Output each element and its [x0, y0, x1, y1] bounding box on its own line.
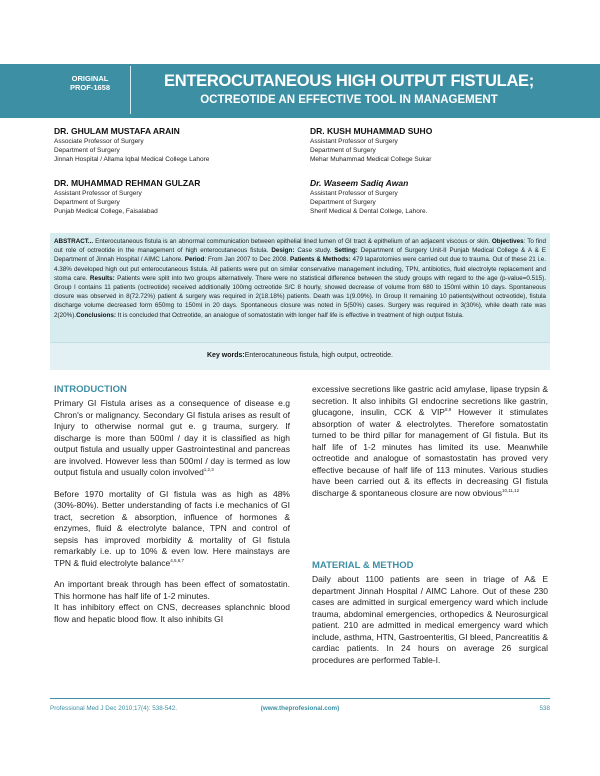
author-title: Assistant Professor of Surgery	[54, 190, 142, 197]
author-name: DR. GHULAM MUSTAFA ARAIN	[54, 126, 180, 136]
paragraph-text: excessive secretions like gastric acid amylase, lipase trypsin & secretion. It also inhibits GI endocrine secretions like gastrin, glucagone, insulin, CCK & VIP	[312, 384, 548, 417]
author-institution: Jinnah Hospital / Allama Iqbal Medical College Lahore	[54, 156, 210, 163]
author-name: Dr. Waseem Sadiq Awan	[310, 178, 409, 188]
paragraph-text: Primary GI Fistula arises as a consequence of disease e.g Chron's or malignancy. Secondary GI fistula arises as result of Injury to otherwise normal gut e. g trauma, surgery. If discharge is more than 500ml / day it is classified as high output fistula and usually upper Gastrointestinal and pancreas are involved. However less than 500ml / day is termed as low output fistula and usually colon involved	[54, 398, 290, 477]
paragraph: Daily about 1100 patients are seen in triage of A& E department Jinnah Hospital / AIMC Lahore. Out of these 230 cases are admitted in surgical emergency ward which include trauma, abdominal emergencies, orthopedics & Neurosurgical patient. 210 are admitted in medical emergency ward which include, asthma, HTN, Gastroenteritis, GI bleed, Pancreatitis & cardiac patients. In 24 hours on average 26 surgical procedures are performed Table-I.	[312, 574, 548, 665]
author-institution: Punjab Medical College, Faisalabad	[54, 208, 158, 215]
author-institution: Sherif Medical & Dental College, Lahore.	[310, 208, 428, 215]
patients-methods-label: Patients & Methods:	[290, 256, 351, 264]
keywords-text: Enterocatuneous fistula, high output, octreotide.	[244, 352, 393, 359]
paragraph-text: However it stimulates absorption of water & electrolytes. Therefore somatostatin turned to be third pillar for management of GI fistula. But its half life of 1-2 minutes has limited its use. Meanwhile octreotide and analogue of somastostatin has proved very effective because of half life of 113 minutes. Various studies have been carried out & its effects in decreasing GI fistula discharge & spontaneous closure are now obvious	[312, 407, 549, 498]
author-name: DR. KUSH MUHAMMAD SUHO	[310, 126, 433, 136]
patients-methods-text: 479 laparotomies were carried out due to trauma. Out of these 21 i.e. 4.38% developed high out put enterocutaneous fistula. All patients were put on similar conservative management including, TPN, antibiotics, fluid electrolyte replacement and stoma care.	[54, 256, 546, 282]
author-block-4	[310, 178, 550, 216]
paragraph	[54, 398, 290, 479]
paragraph: It has inhibitory effect on CNS, decreases splanchnic blood flow and hepatic blood flow. It also inhibits GI	[54, 602, 290, 624]
footer-rule	[50, 698, 550, 699]
design-text: Case study.	[294, 247, 335, 255]
top-margin	[0, 0, 600, 50]
abstract	[54, 237, 546, 320]
left-column	[54, 398, 290, 625]
article-subtitle: OCTREOTIDE AN EFFECTIVE TOOL IN MANAGEMENT	[200, 94, 498, 106]
article-type: ORIGINAL	[71, 74, 109, 83]
introduction-heading: INTRODUCTION	[54, 384, 127, 395]
article-type-tag	[54, 74, 126, 92]
right-column-methods	[312, 574, 548, 666]
page-number: 538	[539, 705, 550, 712]
footer-website: (www.theprofesional.com)	[260, 705, 340, 712]
period-text: : From Jan 2007 to Dec 2008.	[204, 256, 290, 264]
period-label: Period	[184, 256, 205, 264]
author-department: Department of Surgery	[54, 147, 120, 154]
paragraph	[312, 384, 548, 499]
abstract-lead: ABSTRACT...	[54, 238, 94, 245]
author-department: Department of Surgery	[310, 199, 376, 206]
conclusions-text: It is concluded that Octreotide, an analogue of somatostatin with longer half life is effective in treatment of high output fistula.	[115, 311, 464, 319]
setting-text: Department of Surgery Unit-II Punjab Medical College & A & E Department of Jinnah Hospital / AIMC Lahore.	[54, 247, 547, 264]
article-code: PROF-1658	[69, 83, 111, 92]
banner-divider	[130, 66, 131, 114]
keywords	[50, 351, 550, 361]
methods-heading: MATERIAL & METHOD	[312, 560, 414, 571]
citation: 8,9	[444, 407, 452, 413]
author-institution: Mehar Muhammad Medical College Sukar	[310, 156, 432, 163]
right-column	[312, 384, 548, 499]
objectives-text: : To find out role of octreotide in the management of high enterocutaneous fistula.	[54, 238, 547, 255]
citation: 4,5,6,7	[170, 557, 184, 563]
author-block-3	[54, 178, 294, 216]
setting-label: Setting:	[334, 247, 358, 255]
design-label: Design:	[271, 247, 295, 255]
author-block-2	[310, 126, 550, 164]
author-department: Department of Surgery	[54, 199, 120, 206]
results-text: Patients were split into two groups alternatively. There were no statistical difference between the study groups with regard to the age (p-value=0.515). Group I contains 11 patients (octreotide) received additionally 100mg octreotide S/C 8 hourly, showed decrease of volume from 680 to 150ml within 10 days. Spontaneous closure was observed in 8(72.72%) patient & surgery was required in 2(18.18%) patients. Death was 1(9.09%). In Group II remaining 10 patients(without octreotide), fistula discharge volume decreased form 650mg to 150ml in 20 days. Spontaneous closure was noted in 5(50%) cases. Surgery was required in 3(30%), while death rate was 2(20%).	[54, 274, 546, 319]
footer-citation: Professional Med J Dec 2010;17(4): 538-542.	[50, 705, 178, 712]
author-name: DR. MUHAMMAD REHMAN GULZAR	[54, 178, 201, 188]
paragraph-text: Before 1970 mortality of GI fistula was as high as 48% (30%-80%). Better understanding of facts i.e mechanics of GI tract, secretion & absorption, influence of hormones & enzymes, fluid & electrolyte balance, TPN and control of sepsis has improved morbidity & mortality of GI fistula remarkably i.e. up to 10% & even low. Here mainstays are TPN & fluid electrolyte balance	[54, 488, 290, 568]
objectives-label: Objectives	[491, 238, 524, 245]
author-title: Associate Professor of Surgery	[54, 138, 144, 145]
author-title: Assistant Professor of Surgery	[310, 190, 398, 197]
citation: 1,2,3	[203, 467, 214, 473]
paragraph	[54, 489, 290, 570]
results-label: Results:	[89, 274, 115, 282]
author-block-1	[54, 126, 294, 164]
article-title: ENTEROCUTANEOUS HIGH OUTPUT FISTULAE;	[164, 72, 534, 90]
author-title: Assistant Professor of Surgery	[310, 138, 398, 145]
paragraph: An important break through has been effect of somatostatin. This hormone has half life of 1-2 minutes.	[54, 579, 290, 601]
keywords-label: Key words:	[207, 352, 245, 359]
author-department: Department of Surgery	[310, 147, 376, 154]
citation: 10,11,12	[501, 487, 520, 493]
conclusions-label: Conclusions:	[76, 311, 116, 319]
abstract-intro: Enterocutaneous fistula is an abnormal communication between epithelial lined lumen of GI tract & epithelium of an adjacent viscous or skin.	[93, 238, 492, 245]
